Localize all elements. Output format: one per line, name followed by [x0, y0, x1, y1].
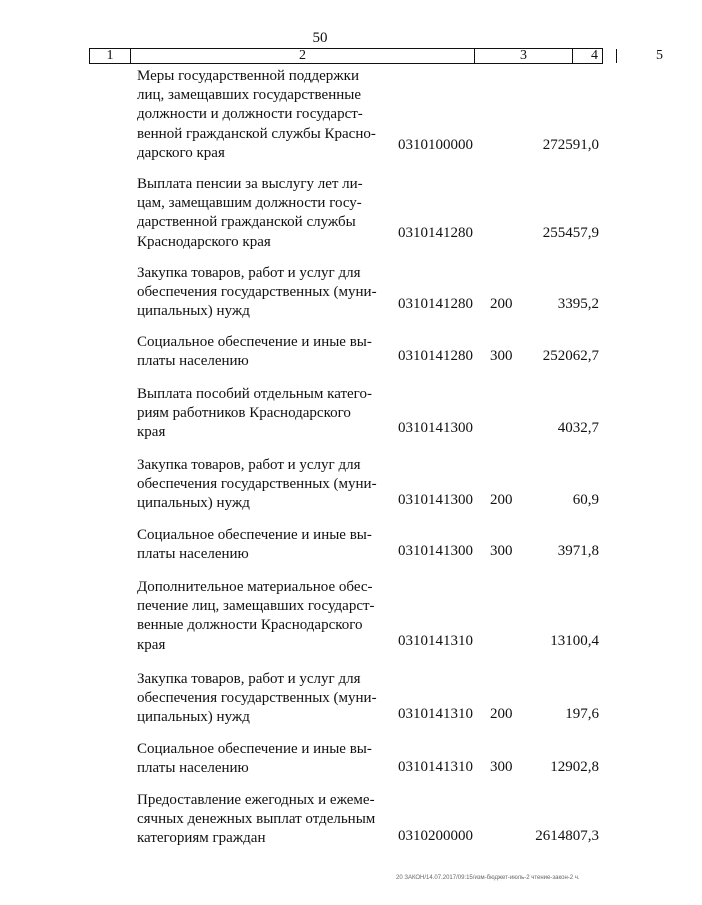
row-description	[137, 175, 381, 252]
description-line: платы населению	[137, 353, 249, 370]
description-line: риям работников Краснодарского	[137, 405, 351, 422]
row-amount: 4032,7	[557, 420, 599, 436]
row-description	[137, 791, 381, 849]
description-line: Выплата пенсии за выслугу лет ли-	[137, 176, 363, 192]
description-line: края	[137, 636, 166, 653]
row-amount: 12902,8	[550, 759, 599, 775]
row-code: 0310141280	[398, 296, 473, 312]
description-line: обеспечения государственных (муни-	[137, 284, 377, 301]
description-line: края	[137, 424, 166, 441]
row-description	[137, 333, 381, 371]
description-line: Закупка товаров, работ и услуг для	[137, 457, 361, 473]
page-number: 50	[312, 30, 328, 46]
table-header-row	[89, 48, 663, 64]
description-line: Социальное обеспечение и иные вы-	[137, 527, 372, 543]
header-cell-5: 5	[616, 49, 702, 63]
row-kind: 300	[490, 759, 513, 775]
description-line: венной гражданской службы Красно-	[137, 125, 376, 142]
description-line: ципальных) нужд	[137, 303, 250, 320]
description-line: цам, замещавшим должности госу-	[137, 195, 362, 212]
row-description	[137, 67, 381, 163]
row-amount: 252062,7	[542, 348, 599, 364]
row-code: 0310141300	[398, 543, 473, 559]
description-line: дарского края	[137, 144, 225, 161]
row-amount: 60,9	[572, 492, 599, 508]
description-line: Предоставление ежегодных и ежеме-	[137, 792, 375, 808]
row-kind: 300	[490, 348, 513, 364]
header-cell-2: 2	[130, 49, 474, 63]
description-line: должности и должности государст-	[137, 106, 363, 123]
row-description	[137, 526, 381, 564]
row-kind: 200	[490, 706, 513, 722]
row-description	[137, 740, 381, 778]
row-amount: 13100,4	[550, 633, 599, 649]
row-kind: 300	[490, 543, 513, 559]
row-description	[137, 670, 381, 728]
row-amount: 255457,9	[542, 225, 599, 241]
description-line: Краснодарского края	[137, 233, 271, 250]
description-line: Социальное обеспечение и иные вы-	[137, 334, 372, 350]
description-line: Социальное обеспечение и иные вы-	[137, 741, 372, 757]
footer-note: 20 ЗАКОН/14.07.2017/09:15/изм-бюджет-июль-2 чтение-закон-2 ч.	[396, 875, 580, 881]
row-code: 0310141280	[398, 348, 473, 364]
description-line: категориям граждан	[137, 830, 266, 847]
row-code: 0310200000	[398, 828, 473, 844]
description-line: обеспечения государственных (муни-	[137, 476, 377, 493]
description-line: платы населению	[137, 546, 249, 563]
row-amount: 2614807,3	[535, 828, 599, 844]
description-line: Выплата пособий отдельным катего-	[137, 386, 372, 402]
description-line: лиц, замещавших государственные	[137, 87, 362, 104]
description-line: венные должности Краснодарского	[137, 617, 363, 634]
description-line: Закупка товаров, работ и услуг для	[137, 671, 361, 687]
description-line: обеспечения государственных (муни-	[137, 690, 377, 707]
row-code: 0310141310	[398, 633, 473, 649]
row-amount: 3395,2	[557, 296, 599, 312]
row-amount: 3971,8	[557, 543, 599, 559]
row-code: 0310100000	[398, 137, 473, 153]
row-description	[137, 385, 381, 443]
row-kind: 200	[490, 492, 513, 508]
row-code: 0310141310	[398, 759, 473, 775]
description-line: дарственной гражданской службы	[137, 214, 356, 231]
header-cell-1: 1	[106, 48, 114, 63]
row-code: 0310141280	[398, 225, 473, 241]
description-line: Меры государственной поддержки	[137, 68, 359, 84]
row-code: 0310141310	[398, 706, 473, 722]
description-line: ципальных) нужд	[137, 709, 250, 726]
header-cell-3: 3	[474, 49, 572, 63]
row-amount: 197,6	[565, 706, 599, 722]
header-cell-4: 4	[572, 49, 616, 63]
description-line: сячных денежных выплат отдельным	[137, 811, 376, 828]
row-amount: 272591,0	[542, 137, 599, 153]
description-line: ципальных) нужд	[137, 495, 250, 512]
description-line: Дополнительное материальное обес-	[137, 579, 373, 595]
row-description	[137, 264, 381, 322]
row-code: 0310141300	[398, 492, 473, 508]
row-kind: 200	[490, 296, 513, 312]
row-code: 0310141300	[398, 420, 473, 436]
description-line: печение лиц, замещавших государст-	[137, 598, 375, 615]
row-description	[137, 456, 381, 514]
description-line: платы населению	[137, 760, 249, 777]
description-line: Закупка товаров, работ и услуг для	[137, 265, 361, 281]
row-description	[137, 578, 381, 655]
